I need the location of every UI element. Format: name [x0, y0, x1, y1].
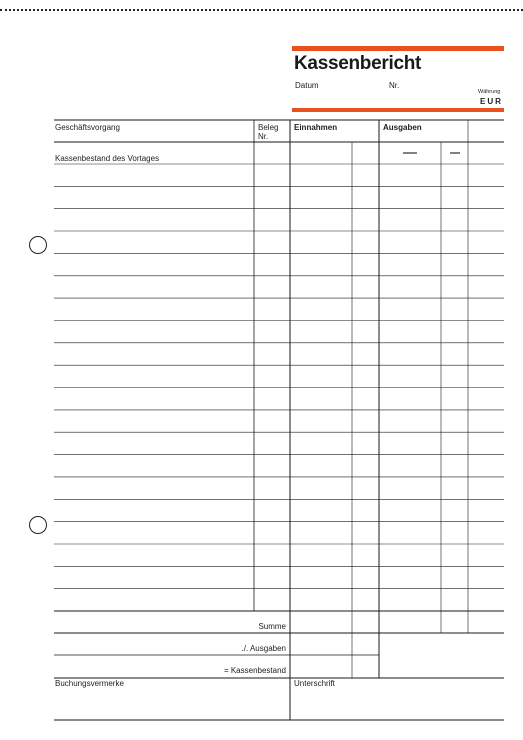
- form-title: Kassenbericht: [294, 53, 422, 74]
- kassenbestand-label: = Kassenbestand: [223, 666, 286, 675]
- unterschrift-label: Unterschrift: [294, 679, 335, 688]
- waehrung-label: Währung: [478, 89, 501, 95]
- datum-label: Datum: [295, 81, 319, 90]
- minus-ausgaben-label: ./. Ausgaben: [241, 644, 286, 653]
- col-ausgaben: Ausgaben: [383, 123, 422, 132]
- col-einnahmen: Einnahmen: [294, 123, 338, 132]
- col-beleg-line2: Nr.: [258, 132, 269, 141]
- first-row-label: Kassenbestand des Vortages: [55, 154, 160, 163]
- summe-label: Summe: [258, 622, 286, 631]
- col-beleg-line1: Beleg: [258, 123, 279, 132]
- col-geschaeftsvorgang: Geschäftsvorgang: [55, 123, 120, 132]
- currency-value: EUR: [480, 97, 503, 106]
- buchungsvermerke-label: Buchungsvermerke: [55, 679, 124, 688]
- nr-label: Nr.: [389, 81, 400, 90]
